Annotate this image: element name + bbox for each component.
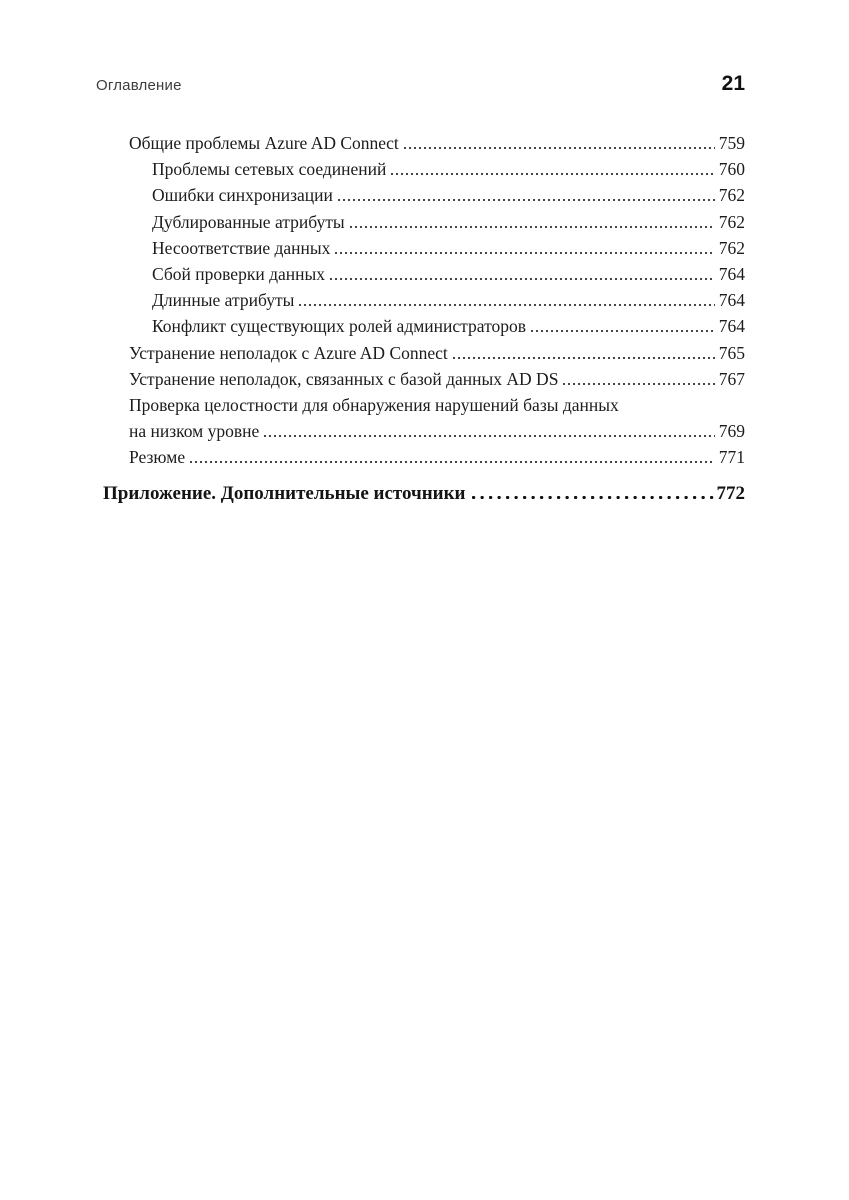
toc-entry-page: 769 xyxy=(718,421,745,442)
toc-entry-label: Дублированные атрибуты xyxy=(152,211,345,232)
toc-entry xyxy=(103,235,745,261)
toc-entry-continuation xyxy=(103,418,745,444)
toc-appendix-entry xyxy=(103,479,745,509)
dot-leader xyxy=(299,304,714,306)
toc-entry xyxy=(103,156,745,182)
dot-leader xyxy=(391,173,714,175)
toc-entry-label: Общие проблемы Azure AD Connect xyxy=(129,133,399,153)
toc-entry xyxy=(103,130,745,156)
toc-entry-label: Сбой проверки данных xyxy=(152,264,325,285)
dot-leader xyxy=(335,252,714,254)
dot-leader xyxy=(531,330,715,332)
page-number: 21 xyxy=(721,72,745,95)
toc-entry-page: 762 xyxy=(718,211,745,232)
toc-entry-label: Длинные атрибуты xyxy=(152,290,295,311)
toc-entry-wrapped-line xyxy=(103,392,745,418)
toc-appendix-label: Приложение. Дополнительные источники xyxy=(103,482,466,504)
toc-entry-label: Конфликт существующих ролей администраторов xyxy=(152,316,527,337)
dot-leader xyxy=(472,496,715,499)
toc-entry-label: Резюме xyxy=(129,447,186,468)
toc-entry-label: Несоответствие данных xyxy=(152,237,331,258)
toc-entry xyxy=(103,340,745,366)
dot-leader xyxy=(404,147,715,149)
toc-entry xyxy=(103,287,745,313)
dot-leader xyxy=(453,357,715,359)
toc-entry-page: 771 xyxy=(718,447,745,468)
toc-entry xyxy=(103,444,745,470)
page-header xyxy=(96,72,745,96)
dot-leader xyxy=(264,435,714,437)
toc-entry-label: Устранение неполадок с Azure AD Connect xyxy=(129,342,448,363)
toc-entry-page: 767 xyxy=(718,368,745,389)
dot-leader xyxy=(563,383,714,385)
dot-leader xyxy=(330,278,715,280)
toc-entry-page: 760 xyxy=(718,159,745,180)
toc-entry-page: 764 xyxy=(718,264,745,285)
toc-entry xyxy=(103,366,745,392)
toc-entry xyxy=(103,182,745,208)
toc-entry-label: Устранение неполадок, связанных с базой данных AD DS xyxy=(129,368,559,389)
table-of-contents xyxy=(103,130,745,509)
toc-entry xyxy=(103,209,745,235)
toc-entry-label: на низком уровне xyxy=(129,421,260,442)
toc-entry-page: 762 xyxy=(718,237,745,258)
toc-entry-page: 764 xyxy=(718,290,745,311)
dot-leader xyxy=(190,461,715,463)
toc-entry-page: 762 xyxy=(718,185,745,206)
dot-leader xyxy=(350,226,715,228)
dot-leader xyxy=(338,199,715,201)
toc-entry-label: Проблемы сетевых соединений xyxy=(152,159,387,180)
toc-entry-page: 764 xyxy=(718,316,745,337)
toc-entry-page: 765 xyxy=(718,342,745,363)
toc-entry xyxy=(103,261,745,287)
toc-entry-label: Проверка целостности для обнаружения нарушений базы данных xyxy=(129,395,619,416)
running-title: Оглавление xyxy=(96,77,182,94)
toc-entry-page: 759 xyxy=(718,133,745,153)
toc-entry xyxy=(103,313,745,339)
toc-appendix-page: 772 xyxy=(716,482,745,504)
toc-entry-label: Ошибки синхронизации xyxy=(152,185,333,206)
